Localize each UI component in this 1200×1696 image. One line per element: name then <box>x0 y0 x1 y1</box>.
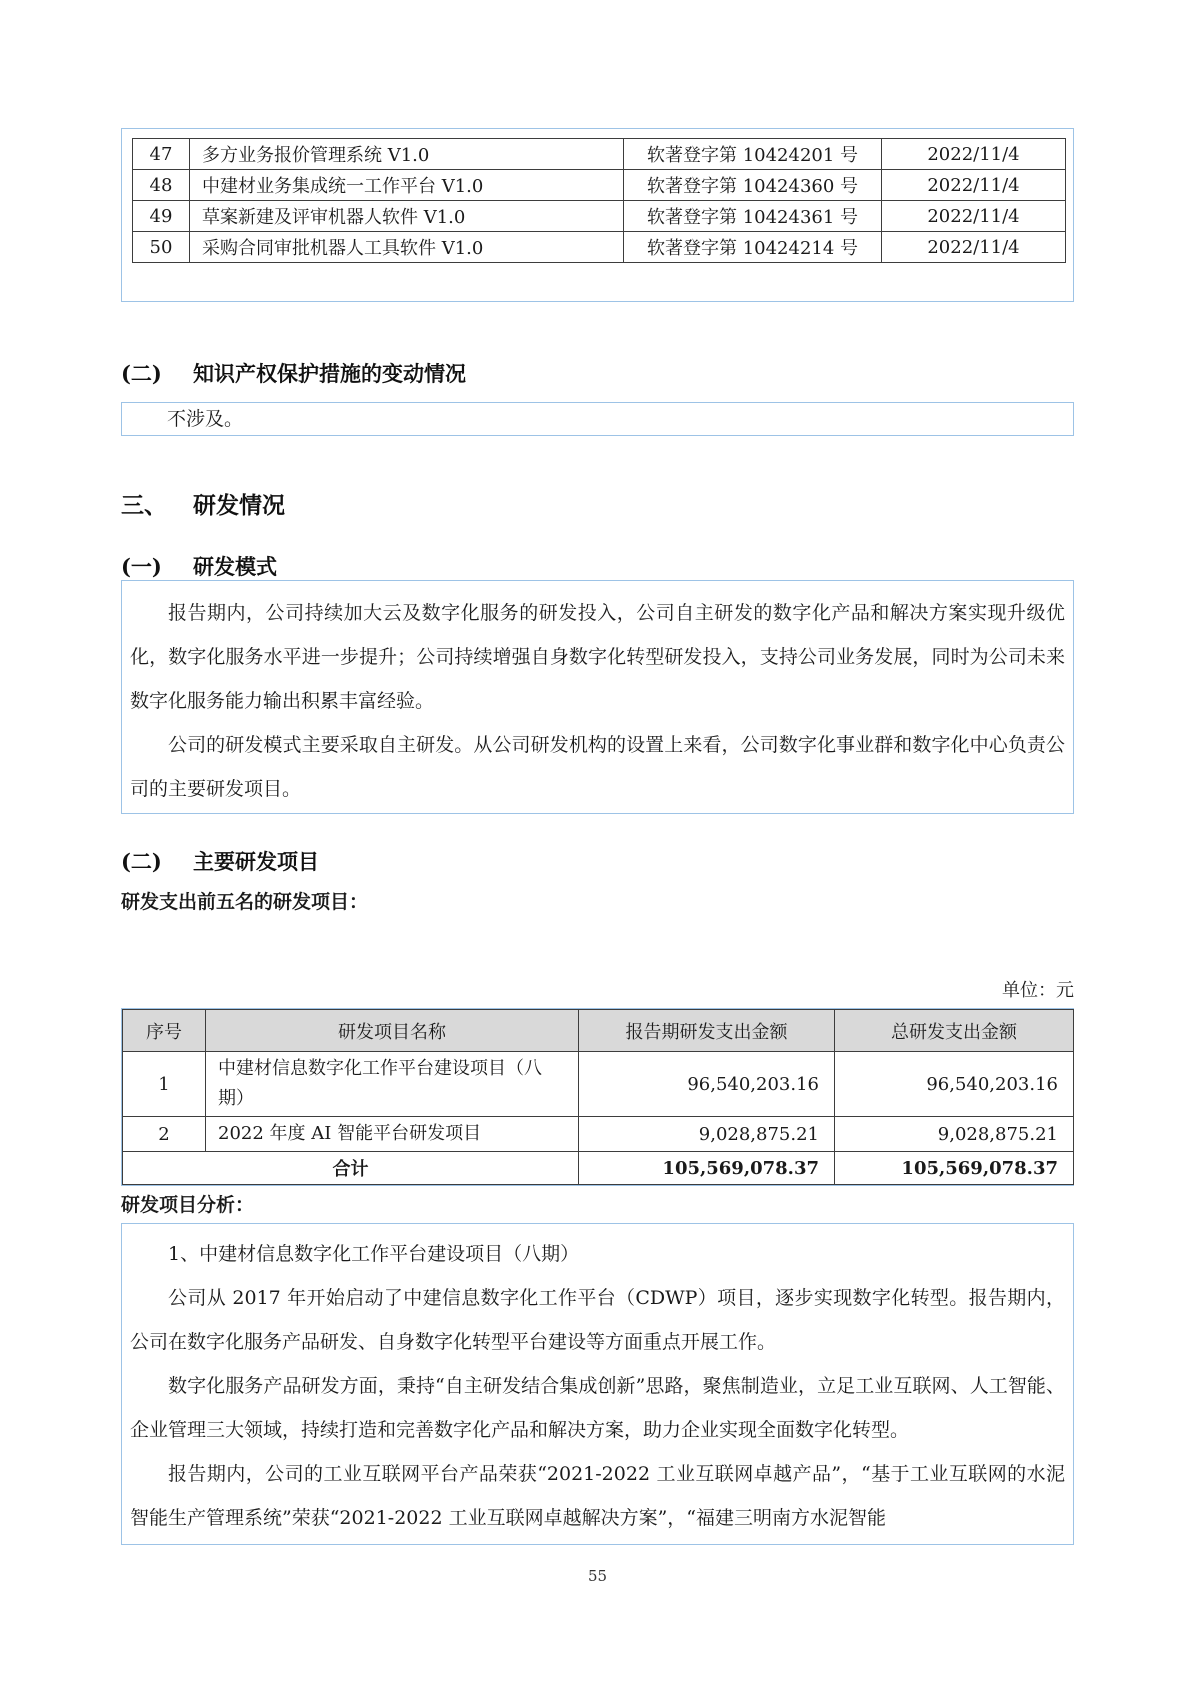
table-row <box>133 139 1066 170</box>
total-label: 合计 <box>123 1152 579 1185</box>
row-index: 48 <box>133 170 190 201</box>
analysis-paragraph: 报告期内，公司的工业互联网平台产品荣获“2021-2022 工业互联网卓越产品”，“基于工业互联网的水泥智能生产管理系统”荣获“2021-2022 工业互联网卓越解决方案”，“福建三明南方水泥智能 <box>130 1463 1065 1529</box>
registration-no: 软著登字第 10424361 号 <box>624 201 882 232</box>
section-title: 主要研发项目 <box>193 849 319 874</box>
row-index: 49 <box>133 201 190 232</box>
project-name: 2022 年度 AI 智能平台研发项目 <box>206 1117 579 1152</box>
section-label: 三、 <box>121 492 167 519</box>
section-label: (二) <box>121 849 162 874</box>
registration-no: 软著登字第 10424360 号 <box>624 170 882 201</box>
project-index: 2 <box>123 1117 206 1152</box>
total-expenditure-total: 105,569,078.37 <box>835 1152 1074 1185</box>
rd-projects-table-container <box>121 1008 1074 1186</box>
rd-mode-content-box <box>121 580 1074 814</box>
section-heading-rd <box>121 491 1074 521</box>
ip-protection-content: 不涉及。 <box>167 408 244 430</box>
section-title: 研发模式 <box>193 554 277 579</box>
total-expenditure: 9,028,875.21 <box>835 1117 1074 1152</box>
registration-date: 2022/11/4 <box>882 170 1066 201</box>
software-name: 多方业务报价管理系统 V1.0 <box>190 139 624 170</box>
rd-mode-paragraph: 公司的研发模式主要采取自主研发。从公司研发机构的设置上来看，公司数字化事业群和数字化中心负责公司的主要研发项目。 <box>130 734 1065 800</box>
period-expenditure-total: 105,569,078.37 <box>579 1152 835 1185</box>
software-name: 采购合同审批机器人工具软件 V1.0 <box>190 232 624 263</box>
table-row <box>123 1052 1074 1117</box>
table-row <box>133 170 1066 201</box>
registration-no: 软著登字第 10424214 号 <box>624 232 882 263</box>
col-header-total: 总研发支出金额 <box>835 1010 1074 1052</box>
registration-date: 2022/11/4 <box>882 201 1066 232</box>
table-header-row <box>123 1010 1074 1052</box>
col-header-period: 报告期研发支出金额 <box>579 1010 835 1052</box>
registration-no: 软著登字第 10424201 号 <box>624 139 882 170</box>
table-row <box>123 1117 1074 1152</box>
rd-projects-table <box>122 1009 1074 1185</box>
period-expenditure: 9,028,875.21 <box>579 1117 835 1152</box>
table-row <box>133 201 1066 232</box>
project-name: 中建材信息数字化工作平台建设项目（八期） <box>206 1052 579 1117</box>
unit-label: 单位：元 <box>1002 980 1074 1001</box>
rd-analysis-title: 研发项目分析： <box>121 1194 255 1216</box>
period-expenditure: 96,540,203.16 <box>579 1052 835 1117</box>
software-copyright-table-container <box>121 128 1074 302</box>
project-index: 1 <box>123 1052 206 1117</box>
row-index: 50 <box>133 232 190 263</box>
section-title: 知识产权保护措施的变动情况 <box>193 361 466 386</box>
software-name: 中建材业务集成统一工作平台 V1.0 <box>190 170 624 201</box>
registration-date: 2022/11/4 <box>882 139 1066 170</box>
col-header-no: 序号 <box>123 1010 206 1052</box>
section-label: (一) <box>121 554 162 579</box>
table-row <box>133 232 1066 263</box>
rd-mode-paragraph: 报告期内，公司持续加大云及数字化服务的研发投入，公司自主研发的数字化产品和解决方案实现升级优化，数字化服务水平进一步提升；公司持续增强自身数字化转型研发投入，支持公司业务发展，同时为公司未来数字化服务能力输出积累丰富经验。 <box>130 602 1065 712</box>
rd-projects-subtitle: 研发支出前五名的研发项目： <box>121 891 369 913</box>
page-number: 55 <box>587 1567 608 1585</box>
total-expenditure: 96,540,203.16 <box>835 1052 1074 1117</box>
registration-date: 2022/11/4 <box>882 232 1066 263</box>
table-total-row <box>123 1152 1074 1185</box>
section-heading-rd-projects <box>121 848 1074 875</box>
section-title: 研发情况 <box>193 492 285 519</box>
section-label: (二) <box>121 361 162 386</box>
software-copyright-table <box>132 138 1066 263</box>
analysis-paragraph: 公司从 2017 年开始启动了中建信息数字化工作平台（CDWP）项目，逐步实现数字化转型。报告期内，公司在数字化服务产品研发、自身数字化转型平台建设等方面重点开展工作。 <box>130 1287 1065 1353</box>
section-heading-rd-mode <box>121 553 1074 580</box>
rd-analysis-content-box <box>121 1223 1074 1545</box>
software-name: 草案新建及评审机器人软件 V1.0 <box>190 201 624 232</box>
analysis-paragraph: 数字化服务产品研发方面，秉持“自主研发结合集成创新”思路，聚焦制造业，立足工业互联网、人工智能、企业管理三大领域，持续打造和完善数字化产品和解决方案，助力企业实现全面数字化转型。 <box>130 1375 1065 1441</box>
ip-protection-content-box <box>121 402 1074 436</box>
col-header-name: 研发项目名称 <box>206 1010 579 1052</box>
analysis-paragraph: 1、中建材信息数字化工作平台建设项目（八期） <box>168 1243 580 1265</box>
row-index: 47 <box>133 139 190 170</box>
section-heading-ip-protection <box>121 360 1074 387</box>
